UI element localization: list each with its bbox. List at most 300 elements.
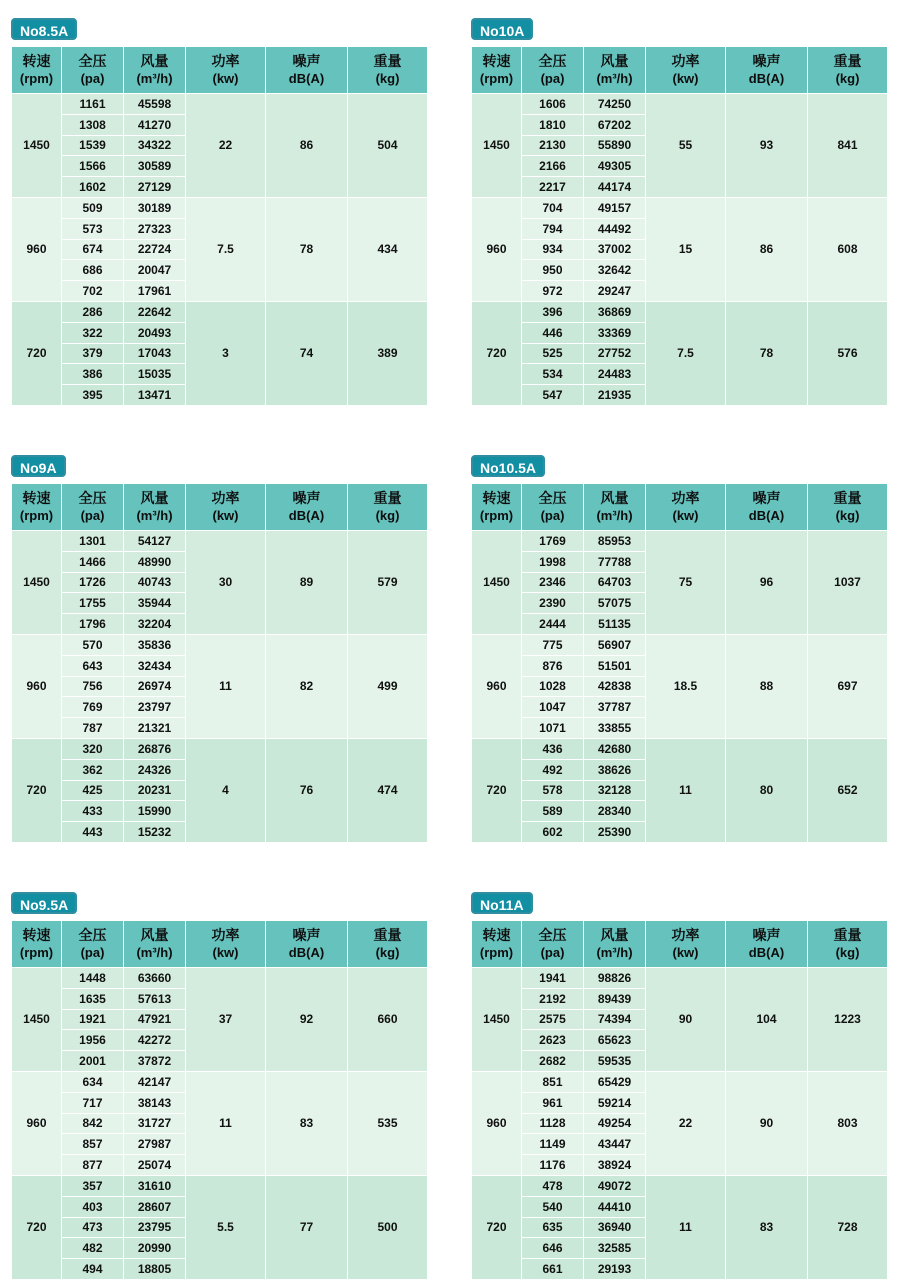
column-header — [522, 47, 584, 94]
pressure-cell: 775 — [522, 634, 584, 655]
pressure-cell: 1606 — [522, 94, 584, 115]
airflow-cell: 27129 — [124, 177, 186, 198]
pressure-cell: 2623 — [522, 1030, 584, 1051]
table-row — [472, 634, 888, 655]
airflow-cell: 24483 — [584, 364, 646, 385]
airflow-cell: 20047 — [124, 260, 186, 281]
header-row — [12, 47, 428, 94]
airflow-cell: 44492 — [584, 218, 646, 239]
noise-cell: 90 — [726, 1071, 808, 1175]
pressure-cell: 1149 — [522, 1134, 584, 1155]
header-label: 转速 — [22, 53, 51, 69]
header-unit: (m³/h) — [596, 945, 633, 960]
pressure-cell: 403 — [62, 1196, 124, 1217]
pressure-cell: 704 — [522, 197, 584, 218]
airflow-cell: 49305 — [584, 156, 646, 177]
airflow-cell: 30189 — [124, 197, 186, 218]
airflow-cell: 59535 — [584, 1051, 646, 1072]
pressure-cell: 2346 — [522, 572, 584, 593]
pressure-cell: 769 — [62, 697, 124, 718]
column-header — [808, 47, 888, 94]
header-label: 噪声 — [292, 53, 321, 69]
weight-cell: 576 — [808, 301, 888, 405]
airflow-cell: 23797 — [124, 697, 186, 718]
pressure-cell: 602 — [522, 822, 584, 843]
airflow-cell: 26876 — [124, 738, 186, 759]
power-cell: 11 — [646, 1175, 726, 1279]
airflow-cell: 51135 — [584, 614, 646, 635]
airflow-cell: 29193 — [584, 1259, 646, 1280]
pressure-cell: 320 — [62, 738, 124, 759]
model-tag: No10A — [471, 18, 533, 40]
airflow-cell: 42838 — [584, 676, 646, 697]
table-row — [12, 738, 428, 759]
header-label: 转速 — [482, 927, 511, 943]
weight-cell: 579 — [348, 531, 428, 635]
airflow-cell: 22724 — [124, 239, 186, 260]
airflow-cell: 27323 — [124, 218, 186, 239]
column-header — [186, 484, 266, 531]
airflow-cell: 33369 — [584, 322, 646, 343]
column-header — [726, 484, 808, 531]
pressure-cell: 1128 — [522, 1113, 584, 1134]
pressure-cell: 1448 — [62, 968, 124, 989]
noise-cell: 93 — [726, 94, 808, 198]
column-header — [584, 921, 646, 968]
header-unit: (pa) — [540, 71, 565, 86]
airflow-cell: 51501 — [584, 655, 646, 676]
pressure-cell: 857 — [62, 1134, 124, 1155]
airflow-cell: 15990 — [124, 801, 186, 822]
table-row — [472, 197, 888, 218]
pressure-cell: 934 — [522, 239, 584, 260]
pressure-cell: 1308 — [62, 114, 124, 135]
airflow-cell: 20231 — [124, 780, 186, 801]
airflow-cell: 37787 — [584, 697, 646, 718]
table-row — [472, 1175, 888, 1196]
pressure-cell: 646 — [522, 1238, 584, 1259]
column-header — [12, 484, 62, 531]
airflow-cell: 21321 — [124, 718, 186, 739]
pressure-cell: 2001 — [62, 1051, 124, 1072]
airflow-cell: 18805 — [124, 1259, 186, 1280]
header-unit: (kg) — [375, 71, 400, 86]
airflow-cell: 49254 — [584, 1113, 646, 1134]
spec-table — [471, 920, 888, 1280]
power-cell: 7.5 — [186, 197, 266, 301]
header-unit: (m³/h) — [596, 71, 633, 86]
pressure-cell: 578 — [522, 780, 584, 801]
header-label: 风量 — [600, 53, 629, 69]
spec-table — [11, 920, 428, 1280]
header-label: 重量 — [833, 927, 862, 943]
table-row — [12, 634, 428, 655]
model-tag: No9.5A — [11, 892, 77, 914]
weight-cell: 1223 — [808, 968, 888, 1072]
header-unit: (kw) — [672, 71, 699, 86]
airflow-cell: 28607 — [124, 1196, 186, 1217]
airflow-cell: 15232 — [124, 822, 186, 843]
header-unit: dB(A) — [748, 71, 785, 86]
airflow-cell: 57075 — [584, 593, 646, 614]
pressure-cell: 322 — [62, 322, 124, 343]
noise-cell: 83 — [266, 1071, 348, 1175]
noise-cell: 78 — [726, 301, 808, 405]
airflow-cell: 47921 — [124, 1009, 186, 1030]
noise-cell: 86 — [266, 94, 348, 198]
pressure-cell: 877 — [62, 1155, 124, 1176]
pressure-cell: 547 — [522, 385, 584, 406]
power-cell: 11 — [186, 1071, 266, 1175]
pressure-cell: 357 — [62, 1175, 124, 1196]
pressure-cell: 1566 — [62, 156, 124, 177]
header-label: 风量 — [140, 927, 169, 943]
pressure-cell: 634 — [62, 1071, 124, 1092]
header-unit: (m³/h) — [136, 71, 173, 86]
column-header — [186, 921, 266, 968]
column-header — [808, 484, 888, 531]
header-label: 全压 — [538, 53, 567, 69]
noise-cell: 92 — [266, 968, 348, 1072]
pressure-cell: 1161 — [62, 94, 124, 115]
column-header — [12, 47, 62, 94]
rpm-cell: 1450 — [472, 531, 522, 635]
column-header — [266, 47, 348, 94]
power-cell: 3 — [186, 301, 266, 405]
column-header — [726, 47, 808, 94]
header-label: 重量 — [833, 53, 862, 69]
header-unit: dB(A) — [288, 508, 325, 523]
pressure-cell: 395 — [62, 385, 124, 406]
header-unit: (kw) — [672, 508, 699, 523]
airflow-cell: 23795 — [124, 1217, 186, 1238]
pressure-cell: 2390 — [522, 593, 584, 614]
header-label: 转速 — [22, 927, 51, 943]
pressure-cell: 717 — [62, 1092, 124, 1113]
model-tag: No8.5A — [11, 18, 77, 40]
noise-cell: 96 — [726, 531, 808, 635]
pressure-cell: 433 — [62, 801, 124, 822]
pressure-cell: 635 — [522, 1217, 584, 1238]
column-header — [62, 47, 124, 94]
header-unit: (m³/h) — [136, 508, 173, 523]
pressure-cell: 436 — [522, 738, 584, 759]
pressure-cell: 794 — [522, 218, 584, 239]
airflow-cell: 17043 — [124, 343, 186, 364]
airflow-cell: 35836 — [124, 634, 186, 655]
pressure-cell: 573 — [62, 218, 124, 239]
column-header — [62, 484, 124, 531]
column-header — [62, 921, 124, 968]
pressure-cell: 2166 — [522, 156, 584, 177]
column-header — [584, 47, 646, 94]
pressure-cell: 2217 — [522, 177, 584, 198]
power-cell: 30 — [186, 531, 266, 635]
airflow-cell: 65623 — [584, 1030, 646, 1051]
table-row — [472, 1071, 888, 1092]
header-unit: (pa) — [540, 508, 565, 523]
airflow-cell: 44174 — [584, 177, 646, 198]
pressure-cell: 473 — [62, 1217, 124, 1238]
column-header — [472, 921, 522, 968]
pressure-cell: 2192 — [522, 988, 584, 1009]
header-unit: (kg) — [835, 508, 860, 523]
column-header — [472, 47, 522, 94]
airflow-cell: 63660 — [124, 968, 186, 989]
column-header — [266, 921, 348, 968]
spec-table — [471, 483, 888, 843]
airflow-cell: 45598 — [124, 94, 186, 115]
header-row — [472, 921, 888, 968]
power-cell: 22 — [646, 1071, 726, 1175]
power-cell: 37 — [186, 968, 266, 1072]
pressure-cell: 386 — [62, 364, 124, 385]
weight-cell: 660 — [348, 968, 428, 1072]
column-header — [124, 921, 186, 968]
rpm-cell: 720 — [472, 301, 522, 405]
header-unit: (rpm) — [479, 508, 514, 523]
header-label: 转速 — [22, 490, 51, 506]
airflow-cell: 36869 — [584, 301, 646, 322]
table-row — [472, 94, 888, 115]
airflow-cell: 49157 — [584, 197, 646, 218]
header-row — [12, 484, 428, 531]
header-label: 全压 — [538, 490, 567, 506]
noise-cell: 76 — [266, 738, 348, 842]
rpm-cell: 960 — [472, 197, 522, 301]
airflow-cell: 89439 — [584, 988, 646, 1009]
airflow-cell: 27752 — [584, 343, 646, 364]
pressure-cell: 1635 — [62, 988, 124, 1009]
weight-cell: 389 — [348, 301, 428, 405]
pressure-cell: 1301 — [62, 531, 124, 552]
airflow-cell: 43447 — [584, 1134, 646, 1155]
airflow-cell: 32204 — [124, 614, 186, 635]
weight-cell: 803 — [808, 1071, 888, 1175]
header-label: 功率 — [211, 53, 240, 69]
airflow-cell: 13471 — [124, 385, 186, 406]
table-row — [12, 197, 428, 218]
airflow-cell: 74250 — [584, 94, 646, 115]
airflow-cell: 33855 — [584, 718, 646, 739]
power-cell: 90 — [646, 968, 726, 1072]
pressure-cell: 396 — [522, 301, 584, 322]
rpm-cell: 960 — [12, 197, 62, 301]
airflow-cell: 26974 — [124, 676, 186, 697]
header-unit: (m³/h) — [136, 945, 173, 960]
airflow-cell: 74394 — [584, 1009, 646, 1030]
weight-cell: 504 — [348, 94, 428, 198]
airflow-cell: 31610 — [124, 1175, 186, 1196]
rpm-cell: 720 — [12, 738, 62, 842]
weight-cell: 474 — [348, 738, 428, 842]
column-header — [646, 47, 726, 94]
weight-cell: 500 — [348, 1175, 428, 1279]
header-unit: dB(A) — [748, 508, 785, 523]
airflow-cell: 67202 — [584, 114, 646, 135]
rpm-cell: 960 — [472, 1071, 522, 1175]
column-header — [348, 921, 428, 968]
airflow-cell: 56907 — [584, 634, 646, 655]
pressure-cell: 972 — [522, 281, 584, 302]
pressure-cell: 540 — [522, 1196, 584, 1217]
airflow-cell: 44410 — [584, 1196, 646, 1217]
pressure-cell: 686 — [62, 260, 124, 281]
pressure-cell: 1071 — [522, 718, 584, 739]
header-label: 重量 — [373, 53, 402, 69]
pressure-cell: 525 — [522, 343, 584, 364]
airflow-cell: 32585 — [584, 1238, 646, 1259]
weight-cell: 652 — [808, 738, 888, 842]
header-label: 全压 — [78, 53, 107, 69]
pressure-cell: 1796 — [62, 614, 124, 635]
airflow-cell: 59214 — [584, 1092, 646, 1113]
table-row — [472, 968, 888, 989]
header-unit: dB(A) — [748, 945, 785, 960]
airflow-cell: 42147 — [124, 1071, 186, 1092]
airflow-cell: 64703 — [584, 572, 646, 593]
airflow-cell: 37872 — [124, 1051, 186, 1072]
pressure-cell: 534 — [522, 364, 584, 385]
column-header — [348, 47, 428, 94]
header-label: 转速 — [482, 490, 511, 506]
weight-cell: 535 — [348, 1071, 428, 1175]
pressure-cell: 482 — [62, 1238, 124, 1259]
pressure-cell: 2682 — [522, 1051, 584, 1072]
header-unit: (m³/h) — [596, 508, 633, 523]
pressure-cell: 1602 — [62, 177, 124, 198]
header-label: 风量 — [600, 490, 629, 506]
airflow-cell: 85953 — [584, 531, 646, 552]
airflow-cell: 37002 — [584, 239, 646, 260]
noise-cell: 82 — [266, 634, 348, 738]
airflow-cell: 24326 — [124, 759, 186, 780]
airflow-cell: 41270 — [124, 114, 186, 135]
pressure-cell: 1956 — [62, 1030, 124, 1051]
header-label: 功率 — [671, 927, 700, 943]
rpm-cell: 720 — [12, 301, 62, 405]
pressure-cell: 1726 — [62, 572, 124, 593]
header-row — [472, 47, 888, 94]
power-cell: 55 — [646, 94, 726, 198]
header-unit: (rpm) — [19, 945, 54, 960]
header-unit: (pa) — [80, 71, 105, 86]
power-cell: 18.5 — [646, 634, 726, 738]
airflow-cell: 42272 — [124, 1030, 186, 1051]
header-label: 噪声 — [752, 490, 781, 506]
weight-cell: 1037 — [808, 531, 888, 635]
pressure-cell: 425 — [62, 780, 124, 801]
rpm-cell: 720 — [472, 1175, 522, 1279]
header-unit: (kg) — [375, 508, 400, 523]
header-label: 全压 — [538, 927, 567, 943]
header-label: 功率 — [671, 490, 700, 506]
table-row — [472, 738, 888, 759]
noise-cell: 86 — [726, 197, 808, 301]
power-cell: 4 — [186, 738, 266, 842]
column-header — [808, 921, 888, 968]
header-label: 全压 — [78, 490, 107, 506]
header-label: 噪声 — [292, 490, 321, 506]
rpm-cell: 1450 — [12, 94, 62, 198]
pressure-cell: 643 — [62, 655, 124, 676]
weight-cell: 728 — [808, 1175, 888, 1279]
header-unit: (kw) — [212, 508, 239, 523]
noise-cell: 88 — [726, 634, 808, 738]
airflow-cell: 32128 — [584, 780, 646, 801]
weight-cell: 499 — [348, 634, 428, 738]
pressure-cell: 1539 — [62, 135, 124, 156]
pressure-cell: 2130 — [522, 135, 584, 156]
power-cell: 75 — [646, 531, 726, 635]
column-header — [124, 484, 186, 531]
column-header — [124, 47, 186, 94]
header-unit: (kg) — [375, 945, 400, 960]
table-row — [12, 968, 428, 989]
airflow-cell: 38924 — [584, 1155, 646, 1176]
header-label: 功率 — [211, 490, 240, 506]
header-unit: (kg) — [835, 71, 860, 86]
header-unit: dB(A) — [288, 71, 325, 86]
pressure-cell: 1941 — [522, 968, 584, 989]
pressure-cell: 1769 — [522, 531, 584, 552]
header-label: 噪声 — [752, 53, 781, 69]
column-header — [266, 484, 348, 531]
airflow-cell: 29247 — [584, 281, 646, 302]
rpm-cell: 1450 — [12, 968, 62, 1072]
column-header — [726, 921, 808, 968]
pressure-cell: 509 — [62, 197, 124, 218]
noise-cell: 74 — [266, 301, 348, 405]
pressure-cell: 961 — [522, 1092, 584, 1113]
airflow-cell: 55890 — [584, 135, 646, 156]
model-tag: No10.5A — [471, 455, 545, 477]
spec-table — [11, 46, 428, 406]
header-unit: (kg) — [835, 945, 860, 960]
pressure-cell: 674 — [62, 239, 124, 260]
airflow-cell: 34322 — [124, 135, 186, 156]
header-unit: (kw) — [672, 945, 699, 960]
power-cell: 11 — [186, 634, 266, 738]
table-row — [472, 531, 888, 552]
airflow-cell: 25390 — [584, 822, 646, 843]
airflow-cell: 98826 — [584, 968, 646, 989]
airflow-cell: 36940 — [584, 1217, 646, 1238]
pressure-cell: 589 — [522, 801, 584, 822]
airflow-cell: 28340 — [584, 801, 646, 822]
pressure-cell: 443 — [62, 822, 124, 843]
airflow-cell: 32434 — [124, 655, 186, 676]
header-label: 重量 — [373, 490, 402, 506]
pressure-cell: 876 — [522, 655, 584, 676]
table-row — [12, 94, 428, 115]
table-row — [12, 1175, 428, 1196]
header-row — [472, 484, 888, 531]
table-row — [472, 301, 888, 322]
pressure-cell: 661 — [522, 1259, 584, 1280]
spec-table — [11, 483, 428, 843]
airflow-cell: 20493 — [124, 322, 186, 343]
rpm-cell: 1450 — [472, 94, 522, 198]
header-label: 风量 — [140, 490, 169, 506]
airflow-cell: 65429 — [584, 1071, 646, 1092]
table-row — [12, 531, 428, 552]
power-cell: 7.5 — [646, 301, 726, 405]
pressure-cell: 478 — [522, 1175, 584, 1196]
rpm-cell: 720 — [12, 1175, 62, 1279]
pressure-cell: 362 — [62, 759, 124, 780]
airflow-cell: 42680 — [584, 738, 646, 759]
